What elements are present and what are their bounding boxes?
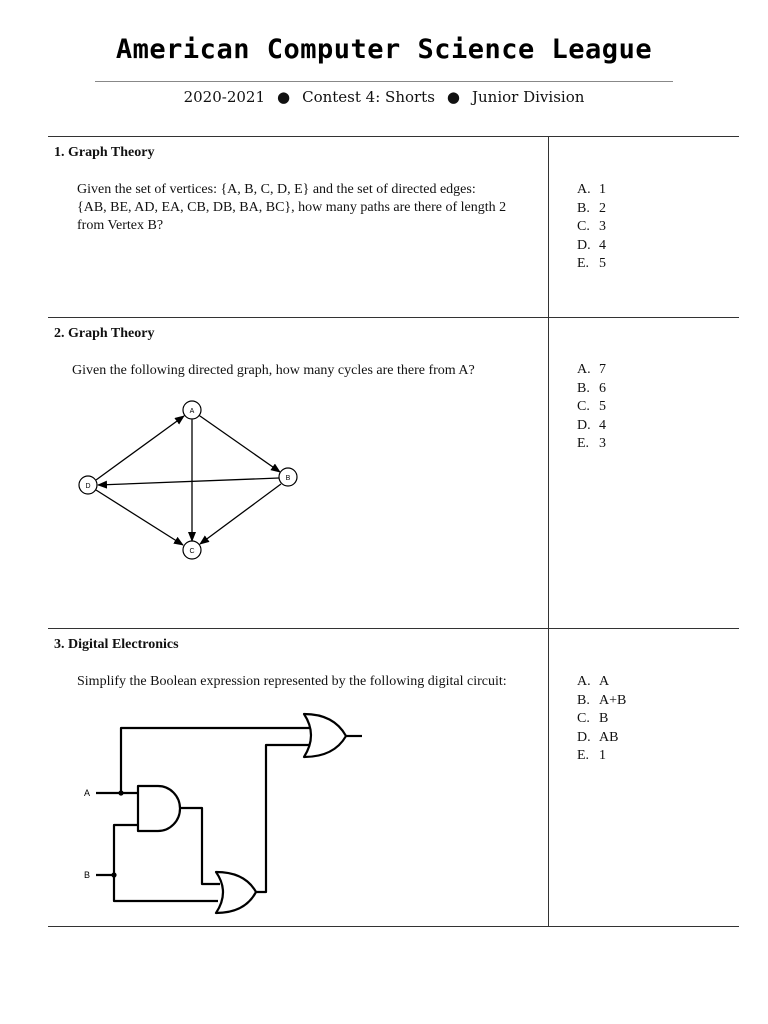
or-gate	[304, 714, 346, 757]
question-text-line: Given the set of vertices: {A, B, C, D, E} and the set of directed edges:	[77, 182, 476, 197]
graph-node-b	[279, 468, 297, 486]
answer-choices	[577, 361, 606, 454]
wire	[180, 808, 220, 884]
table-border-top	[48, 136, 739, 137]
question-title: 1. Graph Theory	[54, 145, 155, 160]
svg-text:A: A	[189, 408, 195, 415]
question-title: 3. Digital Electronics	[54, 637, 179, 652]
graph-edge	[96, 490, 183, 545]
answer-choice[interactable]: D. AB	[577, 729, 619, 745]
directed-graph-diagram	[70, 390, 315, 570]
column-divider	[548, 136, 549, 927]
table-border-bottom	[48, 926, 739, 927]
answer-choices	[577, 673, 626, 766]
graph-node-c	[183, 541, 201, 559]
question-text	[77, 673, 547, 691]
contest-subtitle	[0, 88, 768, 106]
svg-text:D: D	[85, 483, 91, 490]
answer-choice[interactable]: A. A	[577, 674, 610, 689]
answer-choice[interactable]: A. 1	[577, 182, 606, 197]
question-text	[77, 181, 547, 235]
question-text-line: Given the following directed graph, how many cycles are there from A?	[72, 363, 475, 378]
answer-choice[interactable]: C. 3	[577, 219, 606, 234]
answer-choice[interactable]: B. A+B	[577, 692, 627, 708]
and-gate	[138, 786, 180, 831]
junction-dot	[111, 872, 116, 877]
input-label-b: B	[84, 870, 91, 880]
input-label-a: A	[84, 788, 91, 798]
row-divider-2	[48, 628, 739, 629]
answer-choice[interactable]: E. 5	[577, 256, 606, 271]
answer-choice[interactable]: E. 3	[577, 436, 606, 451]
question-title: 2. Graph Theory	[54, 326, 155, 341]
answer-choice[interactable]: C. B	[577, 711, 609, 726]
row-divider-1	[48, 317, 739, 318]
question-text-line: from Vertex B?	[77, 218, 164, 233]
subtitle-contest: Contest 4: Shorts	[302, 88, 435, 106]
graph-node-a	[183, 401, 201, 419]
answer-choice[interactable]: B. 6	[577, 380, 606, 396]
title-divider	[95, 81, 673, 82]
graph-node-d	[79, 476, 97, 494]
answer-choices	[577, 181, 606, 274]
graph-edge	[98, 478, 279, 485]
graph-edge	[200, 416, 280, 472]
answer-choice[interactable]: A. 7	[577, 362, 606, 377]
answer-choice[interactable]: C. 5	[577, 399, 606, 414]
logic-circuit-diagram	[80, 708, 370, 918]
subtitle-year: 2020-2021	[183, 88, 266, 106]
svg-text:B: B	[285, 475, 291, 482]
answer-choice[interactable]: D. 4	[577, 417, 606, 433]
question-text-line: Simplify the Boolean expression represented by the following digital circuit:	[77, 674, 507, 689]
wire	[121, 728, 310, 793]
question-text-line: {AB, BE, AD, EA, CB, DB, BA, BC}, how many paths are there of length 2	[77, 200, 507, 215]
wire	[256, 745, 310, 892]
or-gate	[216, 872, 256, 913]
svg-text:C: C	[189, 548, 195, 555]
graph-edge	[96, 416, 184, 480]
subtitle-division: Junior Division	[472, 88, 585, 106]
question-text	[72, 362, 542, 380]
answer-choice[interactable]: E. 1	[577, 748, 606, 763]
junction-dot	[118, 790, 123, 795]
answer-choice[interactable]: B. 2	[577, 200, 606, 216]
bullet-separator: ●	[277, 88, 291, 106]
graph-edge	[200, 484, 281, 544]
page-title: American Computer Science League	[115, 34, 653, 65]
bullet-separator: ●	[446, 88, 460, 106]
answer-choice[interactable]: D. 4	[577, 237, 606, 253]
